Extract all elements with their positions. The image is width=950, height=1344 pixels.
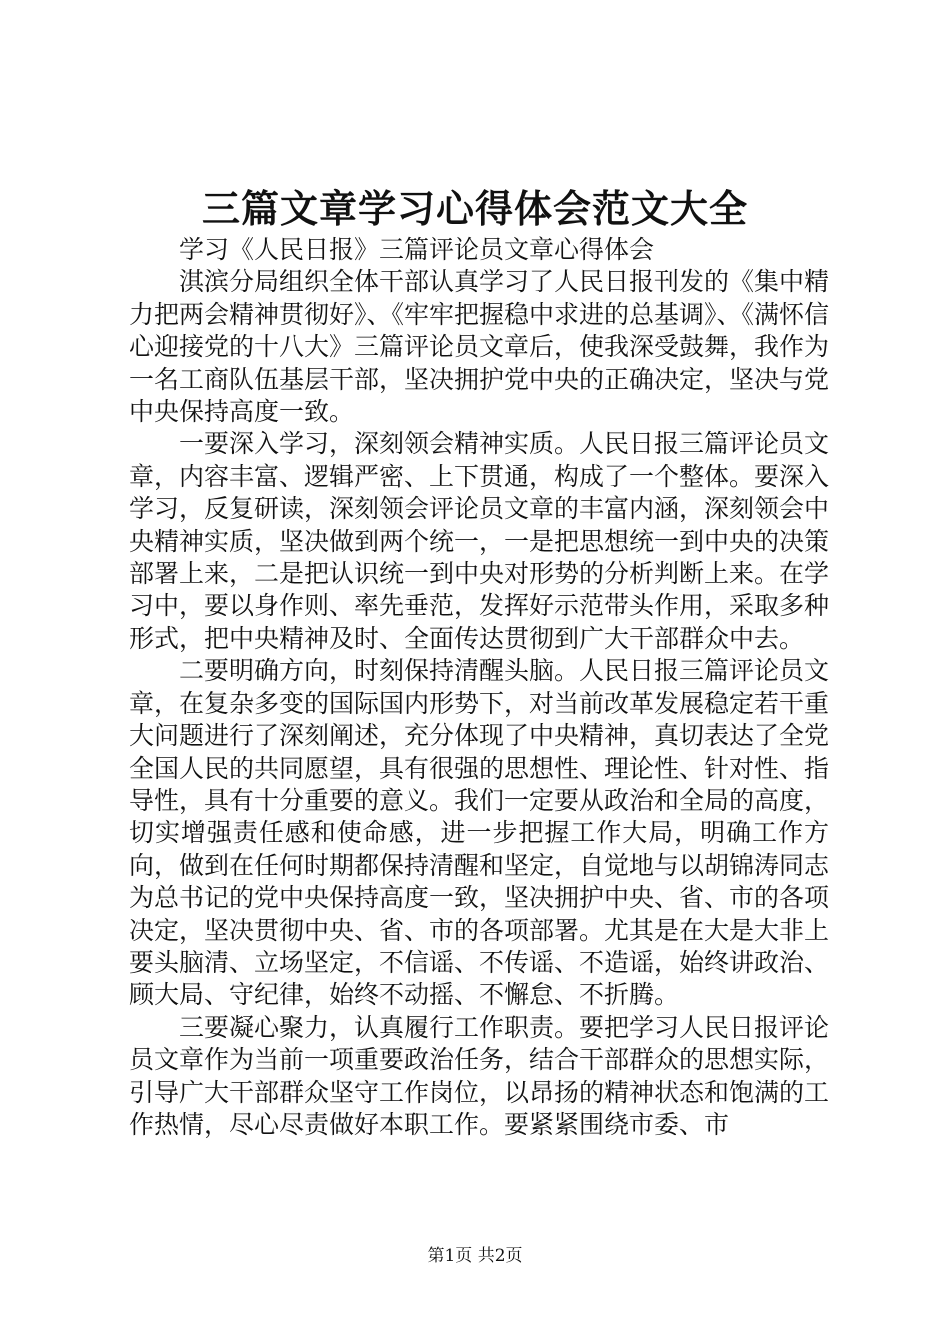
paragraph-intro: 淇滨分局组织全体干部认真学习了人民日报刊发的《集中精力把两会精神贯彻好》、《牢牢把握稳中求进的总基调》、《满怀信心迎接党的十八大》三篇评论员文章后，使我深受鼓舞，我作为一名工商队伍基层干部，坚决拥护党中央的正确决定，坚决与党中央保持高度一致。: [129, 267, 830, 427]
page-number-footer: 第1页 共2页: [427, 1246, 523, 1266]
paragraph-point-1: 一要深入学习，深刻领会精神实质。人民日报三篇评论员文章，内容丰富、逻辑严密、上下贯通，构成了一个整体。要深入学习，反复研读，深刻领会评论员文章的丰富内涵，深刻领会中央精神实质，坚决做到两个统一，一是把思想统一到中央的决策部署上来，二是把认识统一到中央对形势的分析判断上来。在学习中，要以身作则、率先垂范，发挥好示范带头作用，采取多种形式，把中央精神及时、全面传达贯彻到广大干部群众中去。: [129, 429, 830, 653]
paragraph-point-3: 三要凝心聚力，认真履行工作职责。要把学习人民日报评论员文章作为当前一项重要政治任务，结合干部群众的思想实际，引导广大干部群众坚守工作岗位，以昂扬的精神状态和饱满的工作热情，尽心尽责做好本职工作。要紧紧围绕市委、市: [129, 1012, 830, 1139]
document-body: [129, 234, 829, 1141]
subtitle: 学习《人民日报》三篇评论员文章心得体会: [179, 235, 655, 264]
paragraph-point-2: 二要明确方向，时刻保持清醒头脑。人民日报三篇评论员文章，在复杂多变的国际国内形势下，对当前改革发展稳定若干重大问题进行了深刻阐述，充分体现了中央精神，真切表达了全党全国人民的共同愿望，具有很强的思想性、理论性、针对性、指导性，具有十分重要的意义。我们一定要从政治和全局的高度，切实增强责任感和使命感，进一步把握工作大局，明确工作方向，做到在任何时期都保持清醒和坚定，自觉地与以胡锦涛同志为总书记的党中央保持高度一致，坚决拥护中央、省、市的各项决定，坚决贯彻中央、省、市的各项部署。尤其是在大是大非上要头脑清、立场坚定，不信谣、不传谣、不造谣，始终讲政治、顾大局、守纪律，始终不动摇、不懈怠、不折腾。: [129, 656, 830, 1010]
document-title: 三篇文章学习心得体会范文大全: [201, 186, 748, 231]
